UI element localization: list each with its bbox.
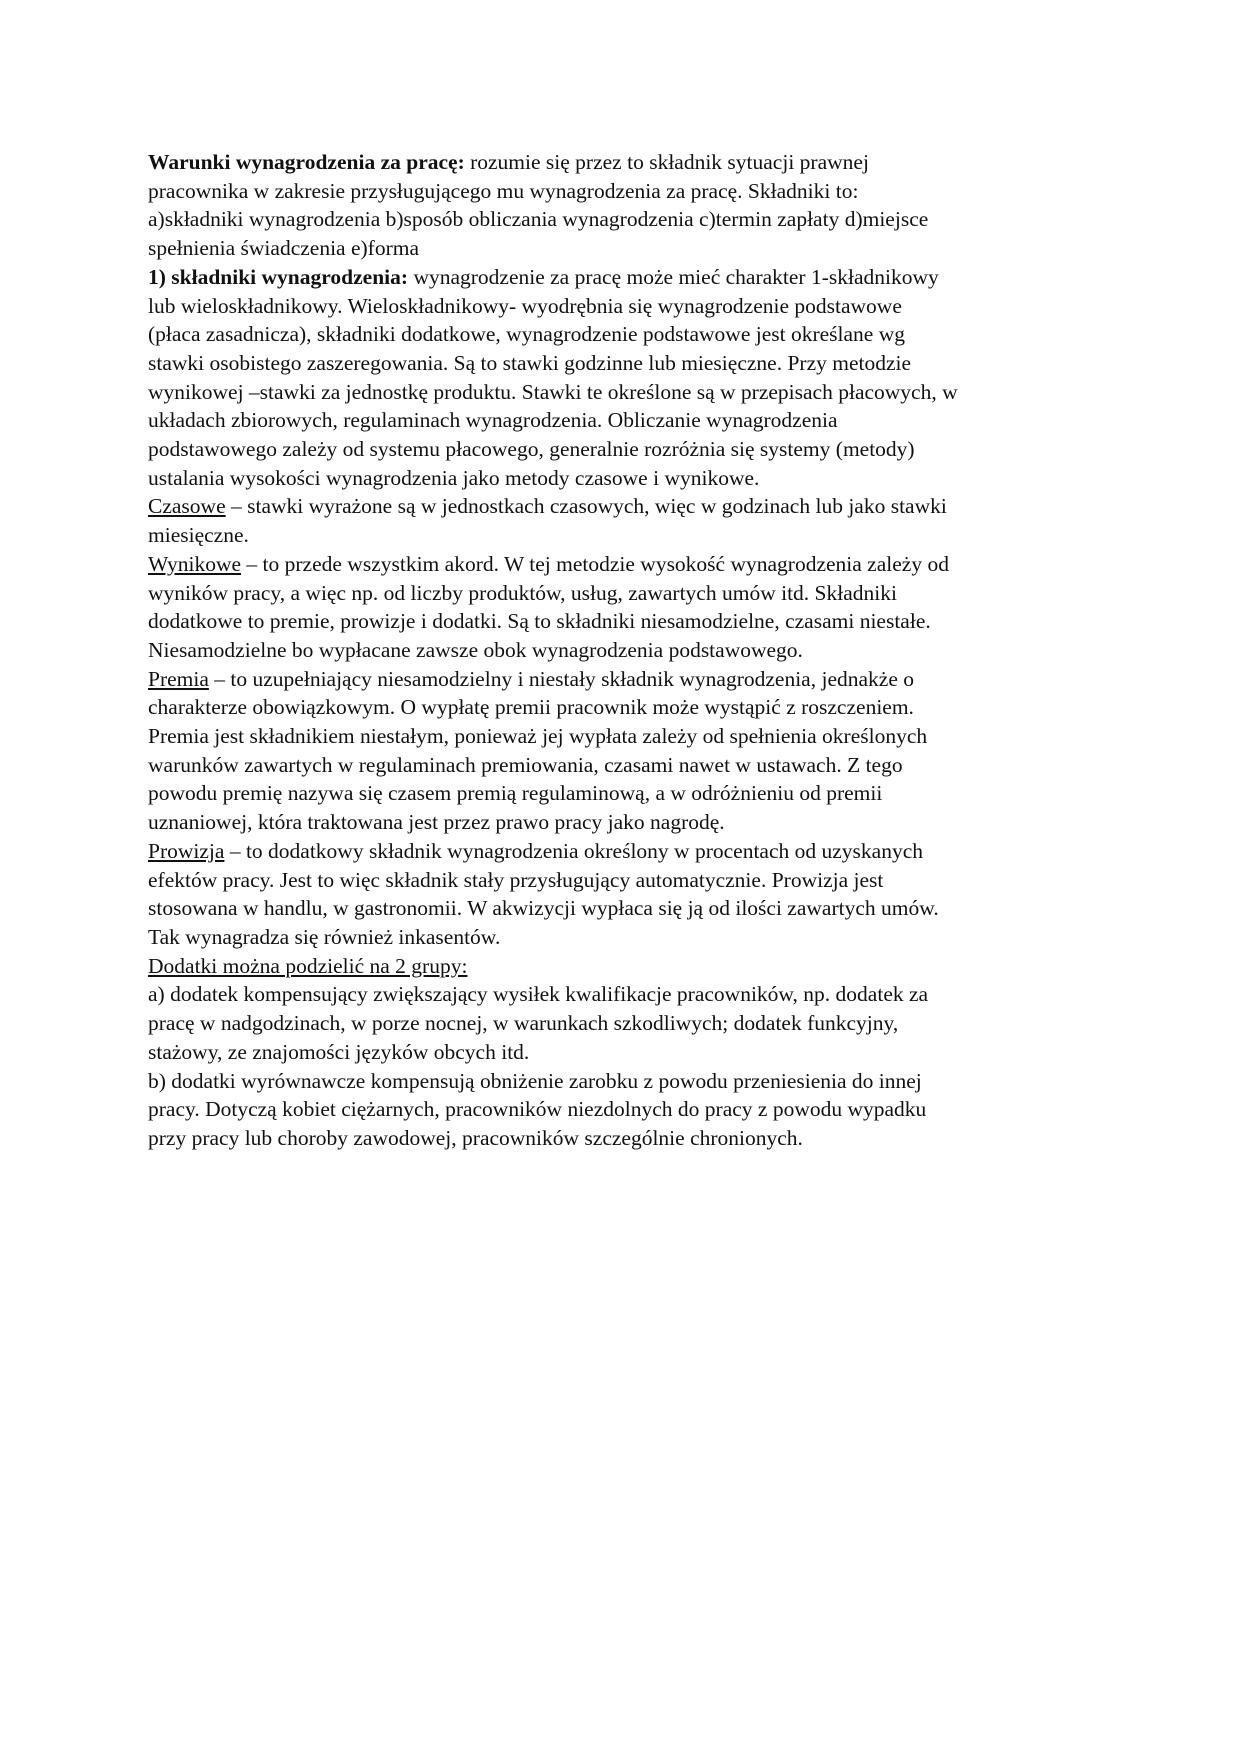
body-text: a) dodatek kompensujący zwiększający wysiłek kwalifikacje pracowników, np. dodatek za	[148, 982, 929, 1007]
body-text: charakterze obowiązkowym. O wypłatę premii pracownik może wystąpić z roszczeniem.	[148, 695, 914, 720]
document-body	[148, 148, 1098, 1153]
text-line	[148, 779, 1098, 808]
body-text: pracę w nadgodzinach, w porze nocnej, w warunkach szkodliwych; dodatek funkcyjny,	[148, 1011, 899, 1036]
text-line	[148, 378, 1098, 407]
body-text: stawki osobistego zaszeregowania. Są to stawki godzinne lub miesięczne. Przy metodzie	[148, 350, 912, 375]
body-text: układach zbiorowych, regulaminach wynagrodzenia. Obliczanie wynagrodzenia	[148, 408, 838, 433]
text-line	[148, 607, 1098, 636]
body-text: wyników pracy, a więc np. od liczby produktów, usług, zawartych umów itd. Składniki	[148, 580, 897, 605]
text-line	[148, 636, 1098, 665]
text-line	[148, 464, 1098, 493]
body-text: spełnienia świadczenia e)forma	[148, 236, 420, 261]
text-line	[148, 923, 1098, 952]
text-line	[148, 148, 1098, 177]
text-line	[148, 492, 1098, 521]
text-line	[148, 1124, 1098, 1153]
text-line	[148, 1009, 1098, 1038]
text-line	[148, 751, 1098, 780]
body-text: pracy. Dotyczą kobiet ciężarnych, pracowników niezdolnych do pracy z powodu wypadku	[148, 1097, 927, 1122]
underlined-term: Czasowe	[148, 494, 226, 519]
underlined-term: Wynikowe	[148, 551, 242, 576]
body-text: efektów pracy. Jest to więc składnik stały przysługujący automatycznie. Prowizja jest	[148, 867, 884, 892]
underlined-term: Premia	[148, 666, 209, 691]
body-text: Premia jest składnikiem niestałym, ponieważ jej wypłata zależy od spełnienia określonych	[148, 724, 928, 749]
body-text: a)składniki wynagrodzenia b)sposób obliczania wynagrodzenia c)termin zapłaty d)miejsce	[148, 207, 929, 232]
text-line	[148, 521, 1098, 550]
body-text: miesięczne.	[148, 523, 249, 548]
body-text: Niesamodzielne bo wypłacane zawsze obok wynagrodzenia podstawowego.	[148, 637, 803, 662]
text-line	[148, 435, 1098, 464]
text-line	[148, 952, 1098, 981]
text-line	[148, 205, 1098, 234]
text-line	[148, 980, 1098, 1009]
text-line	[148, 693, 1098, 722]
body-text: wynagrodzenie za pracę może mieć charakter 1-składnikowy	[408, 264, 939, 289]
underlined-term: Dodatki można podzielić na 2 grupy:	[148, 953, 468, 978]
bold-heading-text: 1) składniki wynagrodzenia:	[148, 264, 409, 289]
text-line	[148, 579, 1098, 608]
body-text: – stawki wyrażone są w jednostkach czasowych, więc w godzinach lub jako stawki	[225, 494, 947, 519]
body-text: stażowy, ze znajomości języków obcych itd.	[148, 1039, 530, 1064]
text-line	[148, 808, 1098, 837]
body-text: Tak wynagradza się również inkasentów.	[148, 924, 501, 949]
body-text: – to dodatkowy składnik wynagrodzenia określony w procentach od uzyskanych	[224, 838, 924, 863]
body-text: ustalania wysokości wynagrodzenia jako metody czasowe i wynikowe.	[148, 465, 760, 490]
body-text: powodu premię nazywa się czasem premią regulaminową, a w odróżnieniu od premii	[148, 781, 883, 806]
body-text: podstawowego zależy od systemu płacowego, generalnie rozróżnia się systemy (metody)	[148, 437, 915, 462]
body-text: pracownika w zakresie przysługującego mu wynagrodzenia za pracę. Składniki to:	[148, 178, 859, 203]
text-line	[148, 1095, 1098, 1124]
text-line	[148, 234, 1098, 263]
body-text: przy pracy lub choroby zawodowej, pracowników szczególnie chronionych.	[148, 1125, 803, 1150]
body-text: wynikowej –stawki za jednostkę produktu. Stawki te określone są w przepisach płacowych, w	[148, 379, 958, 404]
body-text: (płaca zasadnicza), składniki dodatkowe, wynagrodzenie podstawowe jest określane wg	[148, 322, 906, 347]
text-line	[148, 665, 1098, 694]
body-text: b) dodatki wyrównawcze kompensują obniżenie zarobku z powodu przeniesienia do innej	[148, 1068, 922, 1093]
body-text: uznaniowej, która traktowana jest przez prawo pracy jako nagrodę.	[148, 810, 725, 835]
bold-heading-text: Warunki wynagrodzenia za pracę:	[148, 150, 465, 174]
text-line	[148, 320, 1098, 349]
text-line	[148, 866, 1098, 895]
body-text: warunków zawartych w regulaminach premiowania, czasami nawet w ustawach. Z tego	[148, 752, 903, 777]
body-text: – to przede wszystkim akord. W tej metodzie wysokość wynagrodzenia zależy od	[241, 551, 949, 576]
body-text: lub wieloskładnikowy. Wieloskładnikowy- wyodrębnia się wynagrodzenie podstawowe	[148, 293, 902, 318]
text-line	[148, 1038, 1098, 1067]
underlined-term: Prowizja	[148, 838, 225, 863]
body-text: rozumie się przez to składnik sytuacji prawnej	[464, 150, 869, 174]
text-line	[148, 894, 1098, 923]
text-line	[148, 292, 1098, 321]
body-text: stosowana w handlu, w gastronomii. W akwizycji wypłaca się ją od ilości zawartych umów.	[148, 896, 939, 921]
text-line	[148, 837, 1098, 866]
text-line	[148, 550, 1098, 579]
text-line	[148, 263, 1098, 292]
body-text: dodatkowe to premie, prowizje i dodatki. Są to składniki niesamodzielne, czasami niestałe.	[148, 609, 931, 634]
text-line	[148, 349, 1098, 378]
text-line	[148, 177, 1098, 206]
text-line	[148, 722, 1098, 751]
body-text: – to uzupełniający niesamodzielny i niestały składnik wynagrodzenia, jednakże o	[208, 666, 914, 691]
text-line	[148, 406, 1098, 435]
text-line	[148, 1067, 1098, 1096]
